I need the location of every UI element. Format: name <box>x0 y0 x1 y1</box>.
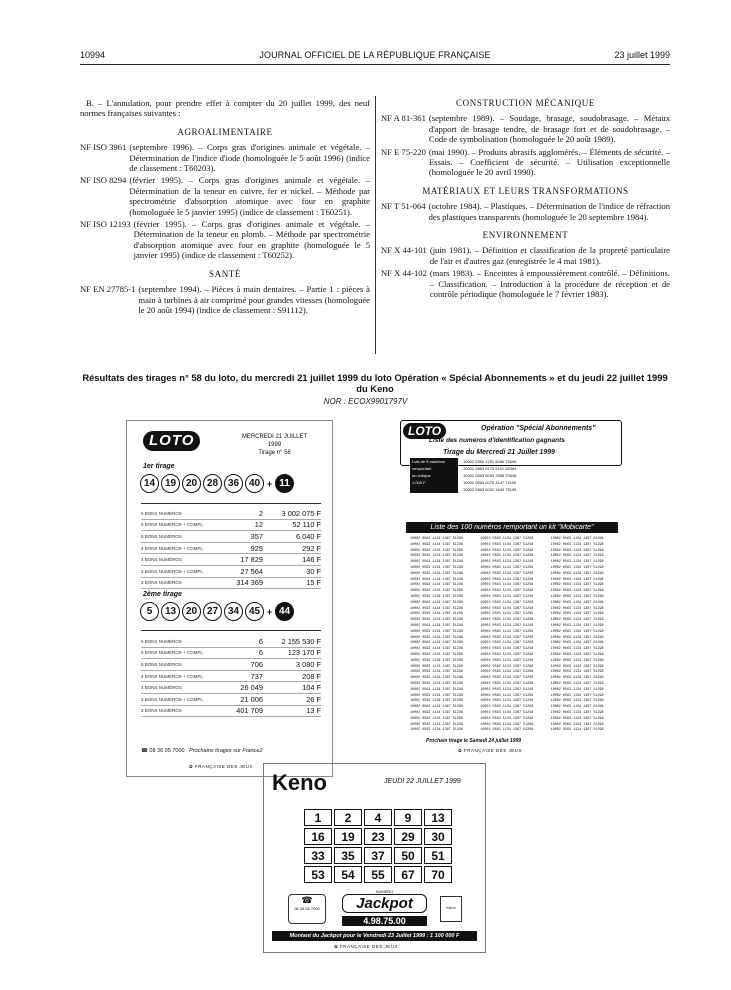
mobicarte-number: 10002 0563 1134 1367 51298 <box>550 658 604 663</box>
mobicarte-number: 10002 0563 1134 1367 51298 <box>480 681 534 686</box>
keno-phone-box <box>288 894 326 924</box>
winner-number: 10002 0563 0175 9101 55364 <box>463 466 517 471</box>
mobicarte-number: 10002 0563 1134 1367 51298 <box>550 710 604 715</box>
mobicarte-number: 10002 0563 1134 1367 51298 <box>480 635 534 640</box>
special-subtitle: Liste des numéros d'identification gagnants <box>429 437 565 444</box>
mobicarte-number: 10002 0563 1134 1367 51298 <box>480 652 534 657</box>
page-date: 23 juillet 1999 <box>614 50 670 60</box>
mobicarte-number: 10002 0563 1134 1367 51298 <box>410 676 463 681</box>
keno-number: 29 <box>394 828 422 845</box>
mobicarte-number: 10002 0563 1134 1367 51298 <box>550 629 604 634</box>
mobicarte-number: 10002 0563 1134 1367 51298 <box>410 716 463 721</box>
mobicarte-number: 10002 0563 1134 1367 51298 <box>480 537 534 541</box>
mobicarte-number: 10002 0563 1134 1367 51298 <box>480 664 534 669</box>
keno-numbers-grid <box>304 809 452 883</box>
mobicarte-number: 10002 0563 1134 1367 51298 <box>480 589 534 594</box>
winner-row <box>410 479 516 486</box>
keno-number: 70 <box>424 866 452 883</box>
mobicarte-number: 10002 0563 1134 1367 51298 <box>480 583 534 588</box>
prize-rank: 5 BONS NUMÉROS <box>141 533 182 539</box>
mobicarte-number: 10002 0563 1134 1367 51298 <box>410 652 463 657</box>
keno-number: 54 <box>334 866 362 883</box>
keno-number: 1 <box>304 809 332 826</box>
draw-ball: 36 <box>224 474 243 493</box>
mobicarte-number: 10002 0563 1134 1367 51298 <box>550 565 604 570</box>
header-rule <box>80 64 670 65</box>
keno-number: 50 <box>394 847 422 864</box>
tirage2-prizes <box>141 636 321 717</box>
mobicarte-number: 10002 0563 1134 1367 51298 <box>410 705 463 710</box>
mobicarte-number: 10002 0563 1134 1367 51298 <box>410 618 463 623</box>
jackpot-label: Jackpot <box>342 894 427 913</box>
mobicarte-number: 10002 0563 1134 1367 51298 <box>410 722 463 727</box>
prize-rank: 5 BONS NUMÉROS + COMPL. <box>141 522 205 528</box>
draw-ball: 20 <box>182 474 201 493</box>
norm-text: (juin 1981). – Définition et classification de la propreté particulaire de l'air et d'autres gaz (enregistrée le 4 mai 1981). <box>429 245 670 266</box>
prize-winners: 26 049 <box>240 683 263 693</box>
winner-row <box>410 458 516 465</box>
prize-rank: 4 BONS NUMÉROS + COMPL. <box>141 673 205 679</box>
norm-entry <box>381 113 670 144</box>
prize-gain: 26 F <box>306 694 321 704</box>
draw-ball: 13 <box>161 602 180 621</box>
keno-number: 37 <box>364 847 392 864</box>
jackpot-amount: 4.98.75.00 <box>342 916 427 926</box>
mobicarte-number: 10002 0563 1134 1367 51298 <box>410 693 463 698</box>
prize-winners: 925 <box>250 543 263 553</box>
draw-ball: 14 <box>140 474 159 493</box>
mobicarte-list-title: Liste des 100 numéros remportant un kit "Mobicarte" <box>406 522 618 533</box>
section-title: MATÉRIAUX ET LEURS TRANSFORMATIONS <box>422 185 629 196</box>
mobicarte-number: 10002 0563 1134 1367 51298 <box>410 635 463 640</box>
norm-code: NF X 44-102 <box>381 268 427 279</box>
mobicarte-number: 10002 0563 1134 1367 51298 <box>410 537 463 541</box>
mobicarte-number: 10002 0563 1134 1367 51298 <box>480 577 534 582</box>
prize-rank: 3 BONS NUMÉROS + COMPL. <box>141 696 205 702</box>
winner-row <box>410 472 516 479</box>
prize-row <box>141 508 321 520</box>
mobicarte-number: 10002 0563 1134 1367 51298 <box>550 687 604 692</box>
tirage2-label: 2ème tirage <box>143 591 182 598</box>
norm-text: (septembre 1994). – Pièces à main dentaires. – Partie 1 : pièces à main à turbines à air comprimé pour grandes vitesses (homologuée le 20 août 1994) (indice de classement : S91112). <box>138 284 370 315</box>
special-operation: Opération "Spécial Abonnements" <box>481 425 596 432</box>
norm-entry <box>80 175 370 217</box>
keno-number: 33 <box>304 847 332 864</box>
winner-label: remportant <box>410 465 458 472</box>
norm-text: (février 1995). – Corps gras d'origines animale et végétale. – Détermination de la teneur en plomb. – Méthode par spectrométrie d'absorption atomique avec four en graphite (homologuée le 5 janvier 1995) (indice de classement : T60252). <box>133 219 370 261</box>
mobicarte-number: 10002 0563 1134 1367 51298 <box>550 594 604 599</box>
mobicarte-number: 10002 0563 1134 1367 51298 <box>480 676 534 681</box>
page-header <box>80 50 670 64</box>
prize-winners: 706 <box>250 659 263 669</box>
mobicarte-number: 10002 0563 1134 1367 51298 <box>480 612 534 617</box>
mobicarte-number: 10002 0563 1134 1367 51298 <box>550 716 604 721</box>
draw-ball: 40 <box>245 474 264 493</box>
norm-entry <box>80 219 370 261</box>
norm-text: (mai 1990). – Produits abrasifs agglomérés. – Éléments de sécurité. – Essais. – Coefficient de sécurité. – Utilisation exceptionnelle (homologuée le 20 avril 1990). <box>428 146 670 178</box>
norm-code: NF X 44-101 <box>381 245 427 256</box>
tirage1-prizes <box>141 508 321 589</box>
tirage1-balls <box>140 474 294 493</box>
mobicarte-number: 10002 0563 1134 1367 51298 <box>410 565 463 570</box>
prize-row <box>141 659 321 671</box>
prize-gain: 30 F <box>306 566 321 576</box>
norm-entry <box>381 268 670 299</box>
results-title: Résultats des tirages n° 58 du loto, du mercredi 21 juillet 1999 du loto Opération « Spécial Abonnements » et du jeudi 22 juillet 1999 du Keno <box>82 372 668 394</box>
keno-number: 53 <box>304 866 332 883</box>
loto-footer <box>141 748 321 754</box>
keno-number: 30 <box>424 828 452 845</box>
mobicarte-number: 10002 0563 1134 1367 51298 <box>480 571 534 576</box>
winners-table <box>410 458 516 493</box>
draw-ball: 5 <box>140 602 159 621</box>
mobicarte-number: 10002 0563 1134 1367 51298 <box>550 548 604 553</box>
mobicarte-number: 10002 0563 1134 1367 51298 <box>550 612 604 617</box>
complementary-ball: 11 <box>275 474 294 493</box>
prize-rank: 4 BONS NUMÉROS + COMPL. <box>141 545 205 551</box>
prize-rank: 3 BONS NUMÉROS + COMPL. <box>141 568 205 574</box>
mobicarte-number: 10002 0563 1134 1367 51298 <box>480 716 534 721</box>
loto-phone: 08 36 05 7000 <box>149 748 185 754</box>
norm-code: NF ISO 12193 <box>80 219 131 230</box>
loto-fdj: ✿ FRANÇAISE DES JEUX <box>189 764 254 769</box>
mobicarte-number: 10002 0563 1134 1367 51298 <box>410 542 463 547</box>
prize-winners: 12 <box>254 520 263 530</box>
mobicarte-number: 10002 0563 1134 1367 51298 <box>550 537 604 541</box>
left-column <box>80 98 370 317</box>
keno-card <box>263 763 486 953</box>
keno-number: 2 <box>334 809 362 826</box>
section-title: SANTÉ <box>209 268 241 279</box>
section-title: ENVIRONNEMENT <box>482 230 569 241</box>
mobicarte-number: 10002 0563 1134 1367 51298 <box>480 618 534 623</box>
prize-gain: 52 110 F <box>292 520 321 530</box>
keno-footer: Montant du Jackpot pour le Vendredi 23 Juillet 1999 : 1 100 000 F <box>272 931 477 941</box>
loto-next-draws: Prochains tirages sur France2 <box>189 748 263 754</box>
prize-rank: 5 BONS NUMÉROS + COMPL. <box>141 650 205 656</box>
plus-sign: + <box>266 606 273 617</box>
special-fdj-text: FRANÇAISE DES JEUX <box>464 748 523 753</box>
norm-entry <box>381 245 670 266</box>
winner-label: un chèque <box>410 472 458 479</box>
loto-date-text: MERCREDI 21 JUILLET 1999 <box>241 434 308 448</box>
keno-box-text: Keno <box>446 905 456 910</box>
mobicarte-number: 10002 0563 1134 1367 51298 <box>410 664 463 669</box>
special-abonnements-card <box>396 420 626 755</box>
winner-number: 10002 0563 0075 3147 71196 <box>463 480 517 485</box>
mobicarte-number: 10002 0563 1134 1367 51298 <box>480 693 534 698</box>
prize-winners: 357 <box>250 531 263 541</box>
norm-code: NF T 51-064 <box>381 201 426 212</box>
keno-fdj-text: FRANÇAISE DES JEUX <box>340 944 399 949</box>
mobicarte-number: 10002 0563 1134 1367 51298 <box>410 594 463 599</box>
mobicarte-number: 10002 0563 1134 1367 51298 <box>410 670 463 675</box>
prize-row <box>141 554 321 566</box>
prize-gain: 13 F <box>306 706 321 716</box>
mobicarte-number: 10002 0563 1134 1367 51298 <box>480 670 534 675</box>
tirage1-label: 1er tirage <box>143 463 175 470</box>
mobicarte-number: 10002 0563 1134 1367 51298 <box>550 542 604 547</box>
mobicarte-number: 10002 0563 1134 1367 51298 <box>550 728 604 733</box>
draw-ball: 19 <box>161 474 180 493</box>
mobicarte-number: 10002 0563 1134 1367 51298 <box>550 583 604 588</box>
prize-rank: 6 BONS NUMÉROS <box>141 510 182 516</box>
mobicarte-number: 10002 0563 1134 1367 51298 <box>550 577 604 582</box>
special-footer: Prochain tirage le Samedi 24 juillet 1999 <box>426 738 522 744</box>
mobicarte-number: 10002 0563 1134 1367 51298 <box>550 670 604 675</box>
phone-icon: ☎ <box>141 748 148 754</box>
prize-gain: 146 F <box>302 555 321 565</box>
mobicarte-number: 10002 0563 1134 1367 51298 <box>550 623 604 628</box>
section-title: AGROALIMENTAIRE <box>177 126 273 137</box>
mobicarte-number: 10002 0563 1134 1367 51298 <box>480 658 534 663</box>
mobicarte-number: 10002 0563 1134 1367 51298 <box>550 641 604 646</box>
mobicarte-number: 10002 0563 1134 1367 51298 <box>410 583 463 588</box>
norm-entry <box>80 284 370 315</box>
prize-winners: 401 709 <box>236 706 263 716</box>
mobicarte-number: 10002 0563 1134 1367 51298 <box>550 699 604 704</box>
mobicarte-number: 10002 0563 1134 1367 51298 <box>480 542 534 547</box>
prize-gain: 6 040 F <box>295 531 321 541</box>
keno-logo: Keno <box>272 770 327 795</box>
mobicarte-number: 10002 0563 1134 1367 51298 <box>410 600 463 605</box>
prize-rank: 4 BONS NUMÉROS <box>141 685 182 691</box>
keno-number: 4 <box>364 809 392 826</box>
nor-reference: NOR : ECOX9901797V <box>323 397 408 406</box>
mobicarte-number: 10002 0563 1134 1367 51298 <box>410 589 463 594</box>
norm-text: (septembre 1989). – Soudage, brasage, soudobrasage. – Métaux d'apport de brasage tendre, de brasage fort et de soudobrasage. – Code de symbolisation (homologuée le 20 août 1989). <box>428 113 670 145</box>
prize-row <box>141 543 321 555</box>
phone-icon: ☎ <box>301 895 313 905</box>
mobicarte-number: 10002 0563 1134 1367 51298 <box>480 687 534 692</box>
prize-rank: 5 BONS NUMÉROS <box>141 661 182 667</box>
mobicarte-number: 10002 0563 1134 1367 51298 <box>480 699 534 704</box>
loto-results-card <box>126 420 333 777</box>
norm-code: NF ISO 8294 <box>80 175 127 186</box>
prize-winners: 21 006 <box>240 694 263 704</box>
complementary-ball: 44 <box>275 602 294 621</box>
mobicarte-number: 10002 0563 1134 1367 51298 <box>410 554 463 559</box>
norm-entry <box>381 201 670 222</box>
prize-row <box>141 520 321 532</box>
norm-entry <box>80 142 370 173</box>
mobicarte-number: 10002 0563 1134 1367 51298 <box>550 600 604 605</box>
mobicarte-number: 10002 0563 1134 1367 51298 <box>410 681 463 686</box>
mobicarte-number: 10002 0563 1134 1367 51298 <box>480 641 534 646</box>
column-separator <box>375 96 376 354</box>
prize-rank: 6 BONS NUMÉROS <box>141 638 182 644</box>
loto-date <box>237 433 312 457</box>
mobicarte-number: 10002 0563 1134 1367 51298 <box>550 560 604 565</box>
mobicarte-number: 10002 0563 1134 1367 51298 <box>410 647 463 652</box>
prize-rank: 3 BONS NUMÉROS <box>141 580 182 586</box>
mobicarte-number: 10002 0563 1134 1367 51298 <box>480 600 534 605</box>
mobicarte-number: 10002 0563 1134 1367 51298 <box>480 623 534 628</box>
keno-jackpot <box>342 889 427 929</box>
winner-row <box>410 486 516 493</box>
keno-number: 35 <box>334 847 362 864</box>
journal-title: JOURNAL OFFICIEL DE LA RÉPUBLIQUE FRANÇAISE <box>259 50 491 60</box>
prize-row <box>141 648 321 660</box>
winner-row <box>410 465 516 472</box>
mobicarte-number: 10002 0563 1134 1367 51298 <box>550 681 604 686</box>
mobicarte-number: 10002 0563 1134 1367 51298 <box>550 554 604 559</box>
draw-ball: 20 <box>182 602 201 621</box>
mobicarte-number: 10002 0563 1134 1367 51298 <box>480 554 534 559</box>
prize-row <box>141 706 321 718</box>
tirage2-column-header <box>141 625 321 631</box>
intro-paragraph: B. – L'annulation, pour prendre effet à compter du 20 juillet 1999, des neuf normes françaises suivantes : <box>80 98 370 119</box>
keno-number: 23 <box>364 828 392 845</box>
norm-text: (octobre 1984). – Plastiques. – Détermination de l'indice de réfraction des plastiques transparents (homologuée le 20 septembre 1984). <box>428 201 670 222</box>
mobicarte-number: 10002 0563 1134 1367 51298 <box>410 548 463 553</box>
mobicarte-number: 10002 0563 1134 1367 51298 <box>550 606 604 611</box>
norm-code: NF A 81-361 <box>381 113 426 124</box>
prize-rank: 4 BONS NUMÉROS <box>141 557 182 563</box>
winner-number: 10002 0560 1291 5056 73695 <box>463 459 517 464</box>
winner-label: Lots de 5 numéros <box>410 458 458 465</box>
special-logo: LOTO <box>403 423 446 439</box>
mobicarte-number: 10002 0563 1134 1367 51298 <box>550 571 604 576</box>
prize-row <box>141 578 321 590</box>
mobicarte-number: 10002 0563 1134 1367 51298 <box>410 571 463 576</box>
mobicarte-number: 10002 0563 1134 1367 51298 <box>480 565 534 570</box>
norm-text: (mars 1983). – Enceintes à empoussièrement contrôlé. – Définitions. – Classification. – Introduction à la procédure de réception et de contrôle périodique (homologuée le 7 février 1983). <box>429 268 670 300</box>
prize-gain: 3 080 F <box>295 659 321 669</box>
mobicarte-number: 10002 0563 1134 1367 51298 <box>550 635 604 640</box>
prize-gain: 208 F <box>302 671 321 681</box>
mobicarte-number: 10002 0563 1134 1367 51298 <box>410 687 463 692</box>
mobicarte-number: 10002 0563 1134 1367 51298 <box>550 647 604 652</box>
draw-ball: 28 <box>203 474 222 493</box>
loto-fdj-text: FRANÇAISE DES JEUX <box>195 764 254 769</box>
mobicarte-number: 10002 0563 1134 1367 51298 <box>480 548 534 553</box>
keno-side-box <box>440 896 462 922</box>
prize-winners: 27 564 <box>240 566 263 576</box>
prize-rank: 3 BONS NUMÉROS <box>141 708 182 714</box>
mobicarte-number: 10002 0563 1134 1367 51298 <box>550 693 604 698</box>
norm-code: NF E 75-220 <box>381 146 426 157</box>
prize-gain: 292 F <box>302 543 321 553</box>
mobicarte-number: 10002 0563 1134 1367 51298 <box>480 629 534 634</box>
keno-date: JEUDI 22 JUILLET 1999 <box>384 778 461 785</box>
mobicarte-number: 10002 0563 1134 1367 51298 <box>480 722 534 727</box>
winner-number: 10002 0563 0022 1549 75135 <box>463 487 517 492</box>
draw-ball: 27 <box>203 602 222 621</box>
mobicarte-number: 10002 0563 1134 1367 51298 <box>480 606 534 611</box>
draw-ball: 45 <box>245 602 264 621</box>
mobicarte-number: 10002 0563 1134 1367 51298 <box>410 560 463 565</box>
mobicarte-number: 10002 0563 1134 1367 51298 <box>410 606 463 611</box>
tirage2-balls <box>140 602 294 621</box>
mobicarte-number: 10002 0563 1134 1367 51298 <box>480 710 534 715</box>
jackpot-numero-label: NUMÉRO <box>375 889 394 894</box>
keno-number: 55 <box>364 866 392 883</box>
tirage1-column-header <box>141 498 321 504</box>
mobicarte-number: 10002 0563 1134 1367 51298 <box>480 560 534 565</box>
keno-number: 9 <box>394 809 422 826</box>
mobicarte-number: 10002 0563 1134 1367 51298 <box>550 618 604 623</box>
norm-entry <box>381 147 670 178</box>
mobicarte-number: 10002 0563 1134 1367 51298 <box>550 652 604 657</box>
prize-row <box>141 566 321 578</box>
mobicarte-number: 10002 0563 1134 1367 51298 <box>550 664 604 669</box>
prize-winners: 17 829 <box>240 555 263 565</box>
loto-logo: LOTO <box>143 431 200 451</box>
special-fdj: ✿ FRANÇAISE DES JEUX <box>458 748 523 753</box>
prize-winners: 2 <box>258 508 263 518</box>
prize-row <box>141 694 321 706</box>
keno-number: 51 <box>424 847 452 864</box>
keno-fdj: ✿ FRANÇAISE DES JEUX <box>334 944 399 949</box>
norm-text: (février 1995). – Corps gras d'origines animale et végétale. – Détermination de la teneur en cuivre, fer et nickel. – Méthode par spectrométrie d'absorption atomique avec four en graphite (homologuée le 5 janvier 1995) (indice de classement : T60251). <box>129 175 370 217</box>
keno-number: 16 <box>304 828 332 845</box>
mobicarte-number: 10002 0563 1134 1367 51298 <box>480 647 534 652</box>
mobicarte-number: 10002 0563 1134 1367 51298 <box>480 728 534 733</box>
norm-code: NF EN 27785-1 <box>80 284 136 295</box>
keno-number: 67 <box>394 866 422 883</box>
prize-winners: 6 <box>258 648 263 658</box>
prize-winners: 737 <box>250 671 263 681</box>
prize-row <box>141 531 321 543</box>
mobicarte-number: 10002 0563 1134 1367 51298 <box>410 612 463 617</box>
prize-gain: 123 170 F <box>287 648 321 658</box>
prize-winners: 6 <box>258 636 263 646</box>
prize-gain: 3 002 075 F <box>281 508 321 518</box>
special-date: Tirage du Mercredi 21 Juillet 1999 <box>443 449 555 456</box>
mobicarte-number: 10002 0563 1134 1367 51298 <box>550 722 604 727</box>
prize-row <box>141 671 321 683</box>
mobicarte-number: 10002 0563 1134 1367 51298 <box>410 699 463 704</box>
mobicarte-number: 10002 0563 1134 1367 51298 <box>410 641 463 646</box>
mobicarte-number: 10002 0563 1134 1367 51298 <box>410 710 463 715</box>
winner-label: 1 000 F <box>410 479 458 486</box>
mobicarte-number: 10002 0563 1134 1367 51298 <box>550 705 604 710</box>
norm-text: (septembre 1996). – Corps gras d'origines animale et végétale. – Détermination de l'indice d'iode (homologuée le 5 août 1996) (indice de classement : T60203). <box>129 142 370 174</box>
page-number: 10994 <box>80 50 106 60</box>
plus-sign: + <box>266 478 273 489</box>
prize-row <box>141 682 321 694</box>
mobicarte-number: 10002 0563 1134 1367 51298 <box>480 705 534 710</box>
mobicarte-list <box>410 537 618 734</box>
mobicarte-number: 10002 0563 1134 1367 51298 <box>410 629 463 634</box>
prize-gain: 15 F <box>306 578 321 588</box>
prize-gain: 104 F <box>302 683 321 693</box>
prize-row <box>141 636 321 648</box>
mobicarte-number: 10002 0563 1134 1367 51298 <box>550 676 604 681</box>
mobicarte-number: 10002 0563 1134 1367 51298 <box>550 589 604 594</box>
keno-number: 13 <box>424 809 452 826</box>
winner-number: 10002 0563 0053 7856 70646 <box>463 473 517 478</box>
winner-label <box>410 486 458 493</box>
keno-number: 19 <box>334 828 362 845</box>
mobicarte-number: 10002 0563 1134 1367 51298 <box>410 623 463 628</box>
keno-phone: 08 36 05 7000 <box>294 906 320 911</box>
mobicarte-number: 10002 0563 1134 1367 51298 <box>410 728 463 733</box>
mobicarte-number: 10002 0563 1134 1367 51298 <box>480 594 534 599</box>
prize-gain: 2 155 530 F <box>281 636 321 646</box>
right-column <box>381 98 670 302</box>
loto-tirage-number: Tirage n° 58 <box>258 450 291 456</box>
draw-ball: 34 <box>224 602 243 621</box>
section-title: CONSTRUCTION MÉCANIQUE <box>456 98 595 108</box>
norm-code: NF ISO 3961 <box>80 142 127 153</box>
prize-winners: 314 369 <box>236 578 263 588</box>
mobicarte-number: 10002 0563 1134 1367 51298 <box>410 577 463 582</box>
mobicarte-number: 10002 0563 1134 1367 51298 <box>410 658 463 663</box>
